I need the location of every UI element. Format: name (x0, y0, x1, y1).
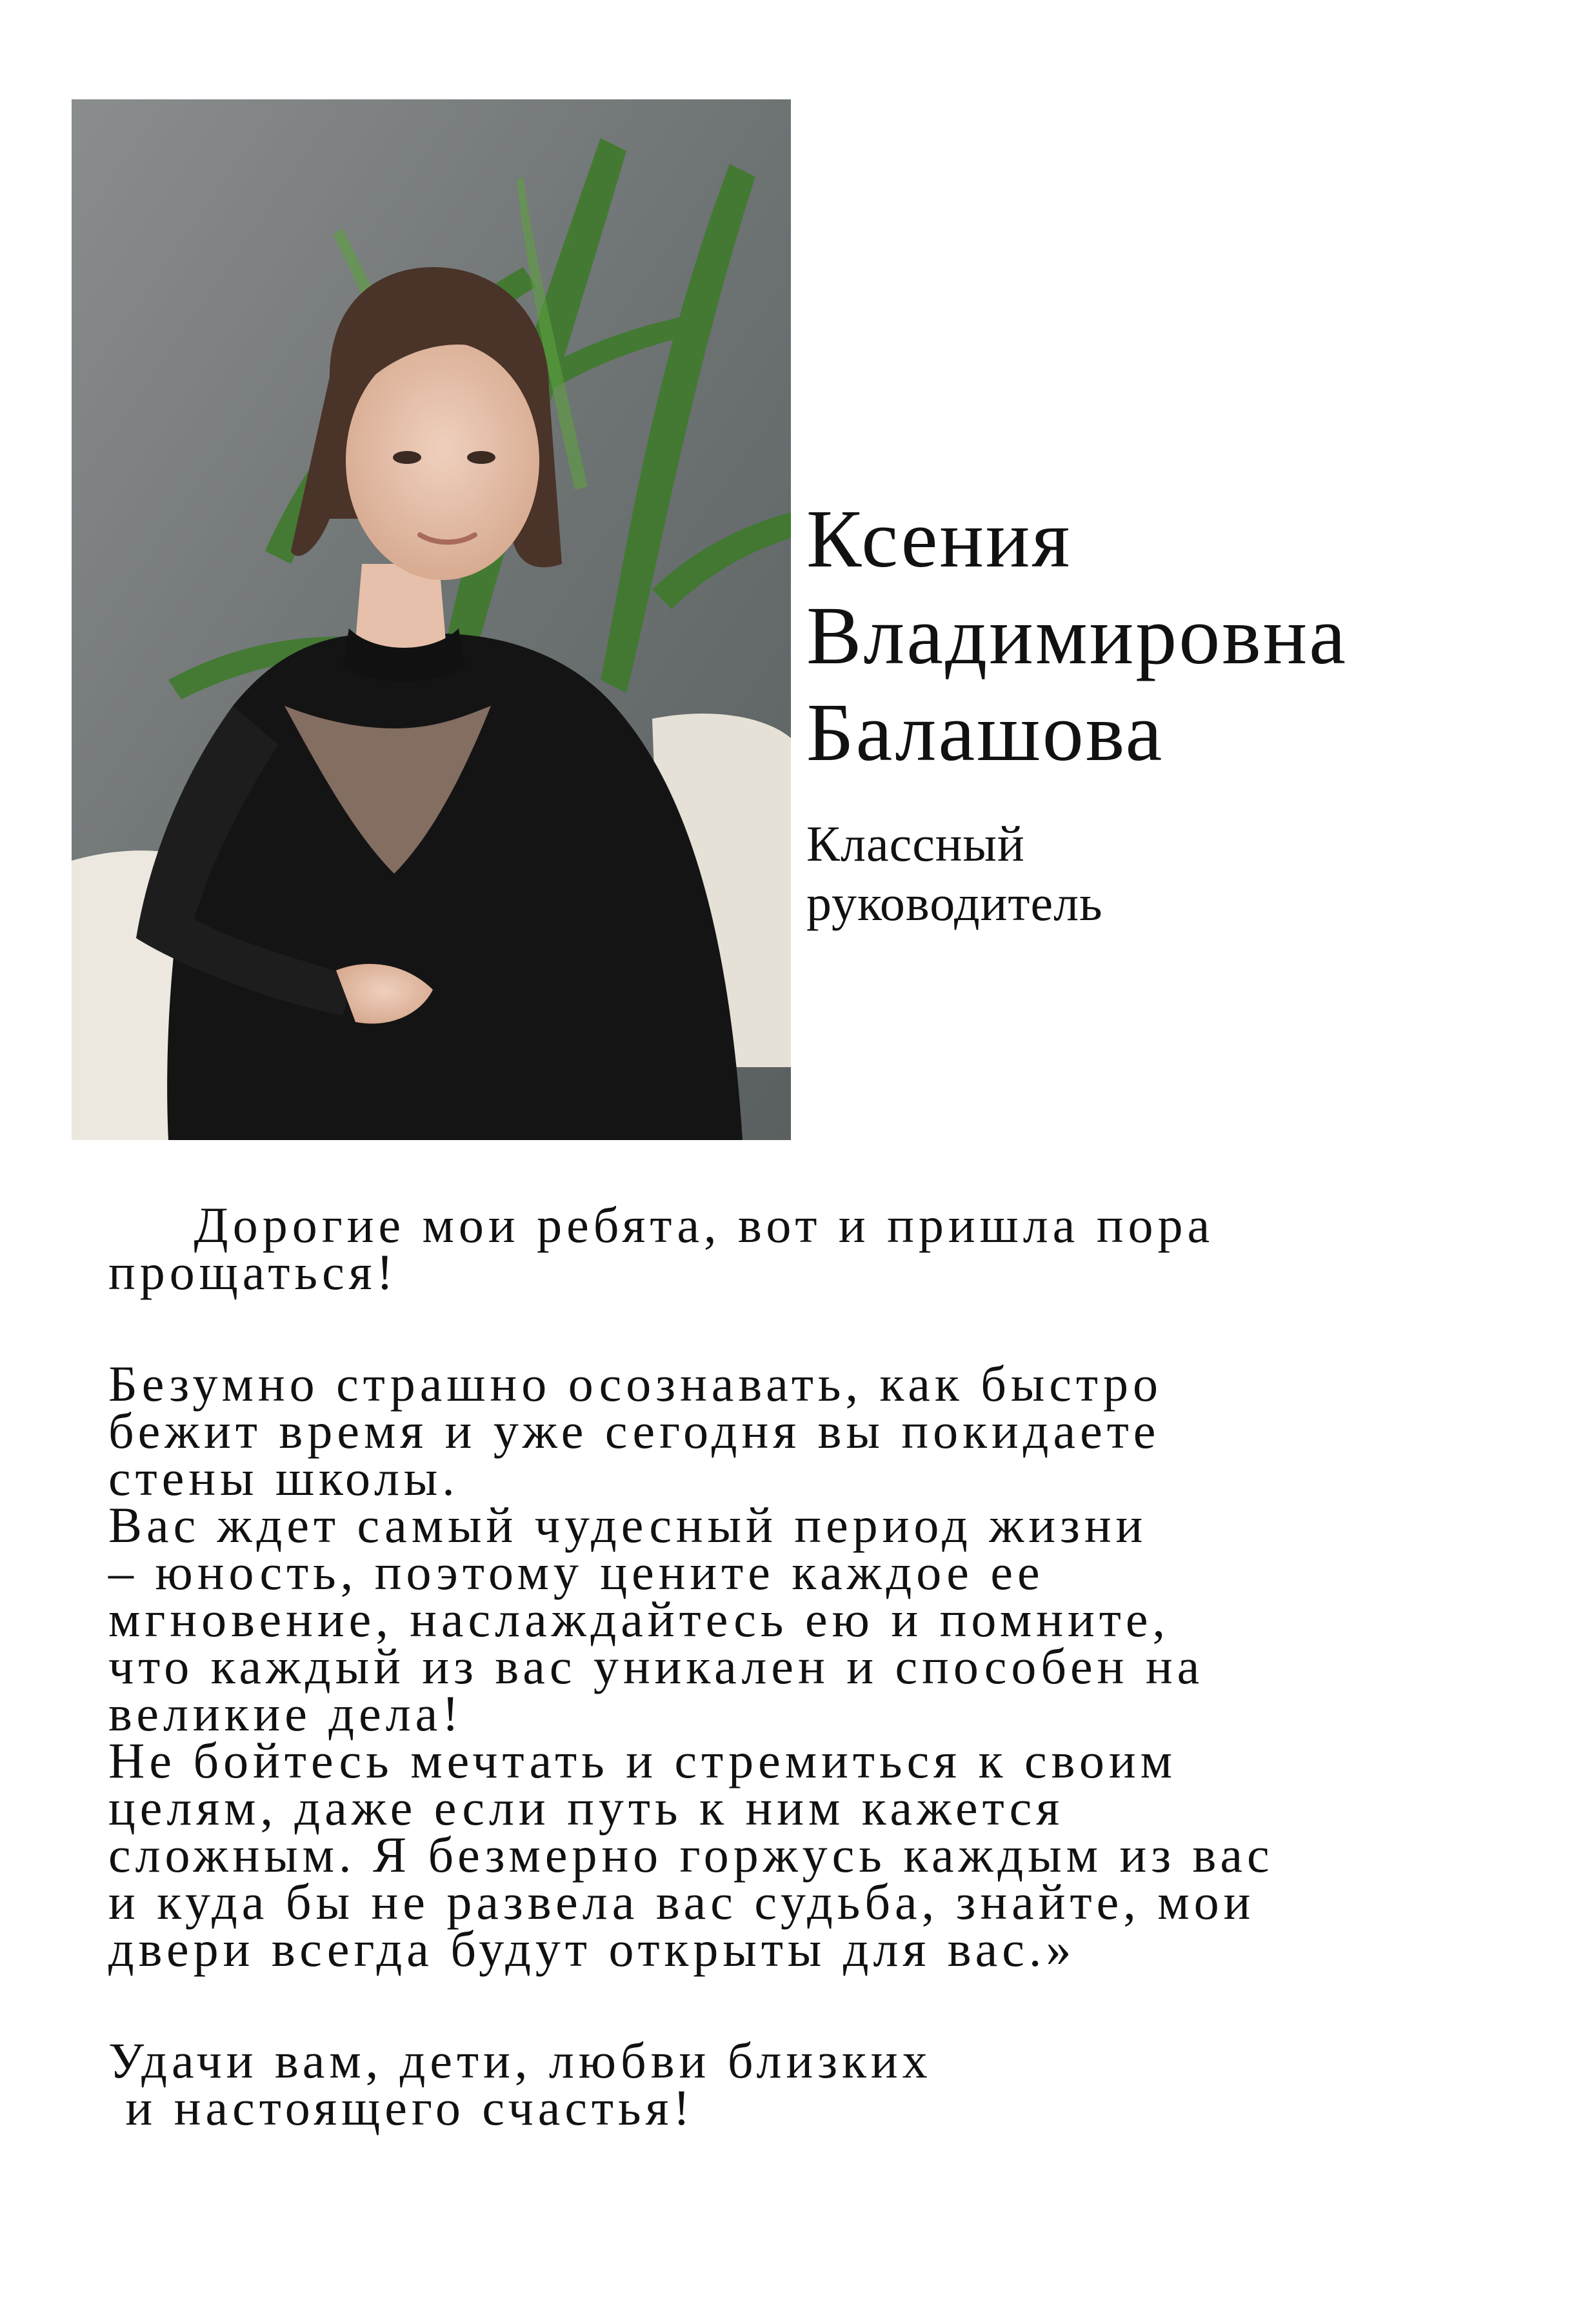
letter-line: Не бойтесь мечтать и стремиться к своим (108, 1732, 1177, 1788)
letter-line: бежит время и уже сегодня вы покидаете (108, 1403, 1161, 1459)
letter-line: и настоящего счастья! (108, 2079, 695, 2136)
letter-line: великие дела! (108, 1685, 464, 1741)
paragraph-gap (108, 1296, 1528, 1360)
teacher-name (806, 490, 1548, 781)
letter-line: – юность, поэтому цените каждое ее (108, 1544, 1044, 1600)
letter-line: Удачи вам, дети, любви близких (108, 2032, 932, 2089)
role-line-1: Классный (806, 816, 1025, 872)
letter-line: Вас ждет самый чудесный период жизни (108, 1497, 1148, 1553)
first-name: Ксения (806, 493, 1072, 585)
letter-line: прощаться! (108, 1244, 398, 1300)
letter-line: и куда бы не развела вас судьба, знайте, мои (108, 1874, 1255, 1930)
patronymic: Владимировна (806, 590, 1348, 681)
letter-line: Дорогие мои ребята, вот и пришла пора (108, 1197, 1215, 1253)
role-line-2: руководитель (806, 875, 1103, 931)
last-name: Балашова (806, 686, 1164, 778)
letter-line: мгновение, наслаждайтесь ею и помните, (108, 1591, 1170, 1647)
farewell-letter (108, 1197, 1528, 2136)
teacher-role (806, 814, 1516, 933)
paragraph-gap (108, 1972, 1528, 2037)
letter-line: что каждый из вас уникален и способен на (108, 1638, 1204, 1694)
letter-line: сложным. Я безмерно горжусь каждым из вас (108, 1827, 1274, 1883)
letter-line: стены школы. (108, 1450, 459, 1506)
letter-line: целям, даже если путь к ним кажется (108, 1779, 1064, 1836)
letter-line: двери всегда будут открыты для вас.» (108, 1921, 1076, 1977)
portrait-illustration (72, 99, 791, 1140)
letter-line: Безумно страшно осознавать, как быстро (108, 1356, 1162, 1412)
portrait-photo (72, 99, 791, 1140)
